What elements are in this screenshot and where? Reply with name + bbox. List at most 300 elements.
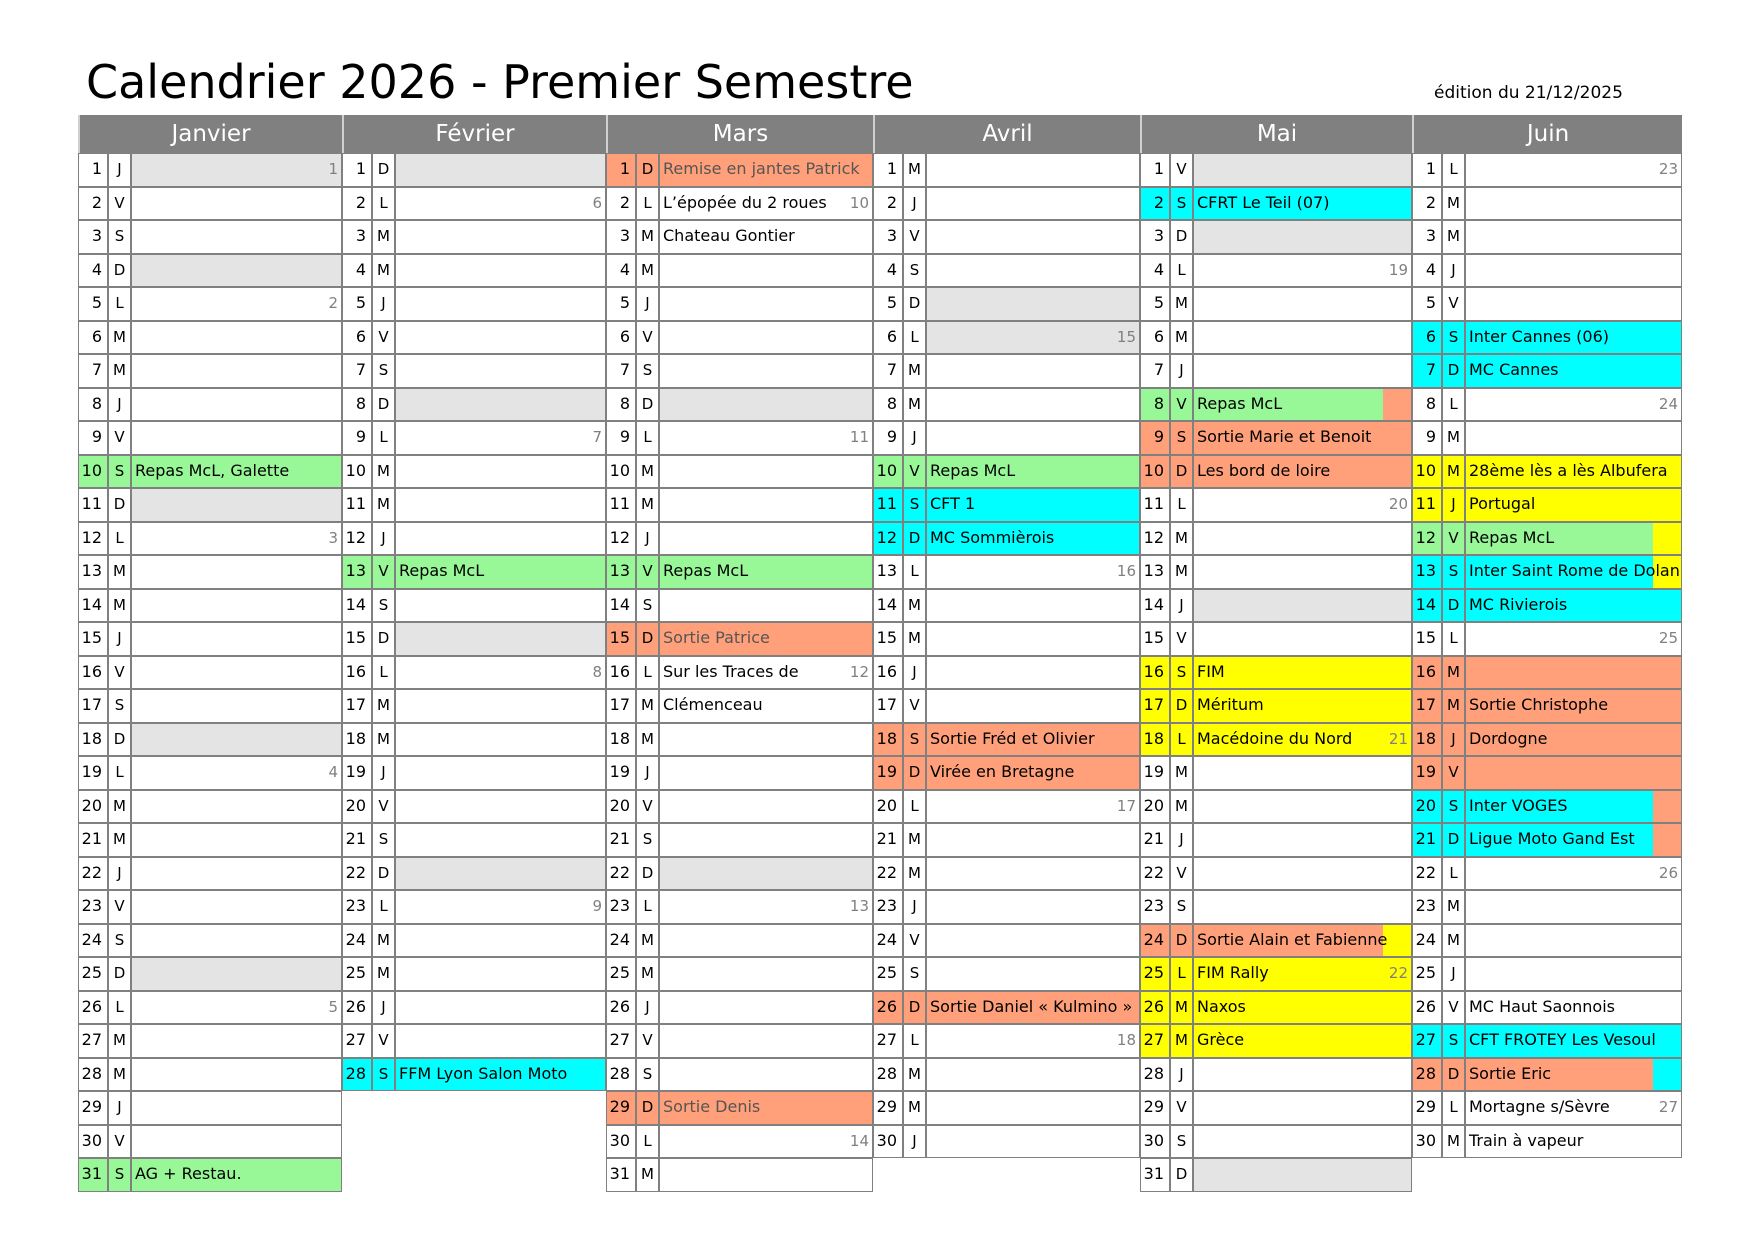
- week-number: 11: [849, 428, 869, 446]
- event-cell: [1465, 187, 1682, 221]
- event-cell: [659, 488, 873, 522]
- weekday-letter: V: [1442, 522, 1465, 556]
- weekday-letter: M: [108, 790, 131, 824]
- weekday-letter: D: [1442, 589, 1465, 623]
- weekday-letter: M: [372, 723, 395, 757]
- event-cell: [659, 555, 873, 589]
- weekday-letter: M: [903, 622, 926, 656]
- event-cell: [131, 421, 342, 455]
- event-cell: [1193, 957, 1412, 991]
- event-cell: [395, 924, 606, 958]
- event-cell: [131, 656, 342, 690]
- day-number: 24: [1412, 924, 1442, 958]
- day-number: 24: [1140, 924, 1170, 958]
- day-number: 28: [873, 1058, 903, 1092]
- weekday-letter: D: [1170, 455, 1193, 489]
- weekday-letter: J: [372, 991, 395, 1025]
- day-number: 28: [342, 1058, 372, 1092]
- event-cell: [1193, 656, 1412, 690]
- event-cell: [1193, 1024, 1412, 1058]
- weekday-letter: J: [372, 756, 395, 790]
- weekday-letter: V: [1170, 1091, 1193, 1125]
- day-number: 11: [1412, 488, 1442, 522]
- event-cell: [395, 555, 606, 589]
- event-text: Sortie Marie et Benoit: [1197, 427, 1372, 446]
- weekday-letter: S: [108, 689, 131, 723]
- weekday-letter: V: [1170, 622, 1193, 656]
- event-cell: [659, 321, 873, 355]
- day-number: 25: [873, 957, 903, 991]
- week-number: 23: [1658, 160, 1678, 178]
- weekday-letter: V: [108, 187, 131, 221]
- weekday-letter: S: [372, 1058, 395, 1092]
- weekday-letter: M: [372, 488, 395, 522]
- weekday-letter: L: [108, 991, 131, 1025]
- weekday-letter: J: [1170, 1058, 1193, 1092]
- day-number: 8: [1412, 388, 1442, 422]
- event-cell: [926, 1058, 1140, 1092]
- day-number: 18: [78, 723, 108, 757]
- event-text: Chateau Gontier: [663, 226, 795, 245]
- event-cell: [131, 823, 342, 857]
- event-cell: [1193, 522, 1412, 556]
- event-text: Sortie Eric: [1469, 1063, 1552, 1083]
- day-number: 5: [78, 287, 108, 321]
- event-text: CFT FROTEY Les Vesoul: [1469, 1030, 1656, 1049]
- calendar-grid: [78, 115, 1682, 1191]
- day-number: 11: [1140, 488, 1170, 522]
- day-number: 18: [342, 723, 372, 757]
- event-text: Sortie Fréd et Olivier: [930, 728, 1095, 748]
- day-number: 26: [1140, 991, 1170, 1025]
- weekday-letter: M: [1442, 1125, 1465, 1159]
- event-cell: [131, 924, 342, 958]
- day-number: 26: [78, 991, 108, 1025]
- day-number: 10: [606, 455, 636, 489]
- weekday-letter: D: [108, 254, 131, 288]
- event-text: Inter VOGES: [1469, 795, 1568, 815]
- event-cell: [131, 991, 342, 1025]
- event-text: Méritum: [1197, 695, 1264, 714]
- week-number: 7: [592, 428, 602, 446]
- day-number: 8: [78, 388, 108, 422]
- day-number: 12: [1140, 522, 1170, 556]
- event-cell: [131, 622, 342, 656]
- weekday-letter: L: [1170, 254, 1193, 288]
- day-number: 27: [342, 1024, 372, 1058]
- event-text: Sortie Alain et Fabienne: [1197, 929, 1388, 949]
- weekday-letter: V: [1170, 857, 1193, 891]
- event-cell: [926, 1125, 1140, 1159]
- day-number: 23: [78, 890, 108, 924]
- day-number: 23: [606, 890, 636, 924]
- day-number: 13: [1140, 555, 1170, 589]
- weekday-letter: L: [636, 656, 659, 690]
- event-text: MC Haut Saonnois: [1469, 996, 1615, 1016]
- event-text: Portugal: [1469, 494, 1536, 513]
- weekday-letter: D: [636, 857, 659, 891]
- week-number: 26: [1658, 863, 1678, 882]
- weekday-letter: L: [108, 287, 131, 321]
- event-cell: [659, 455, 873, 489]
- day-number: 18: [606, 723, 636, 757]
- event-cell: [131, 1058, 342, 1092]
- event-cell: [131, 354, 342, 388]
- event-cell: [1193, 790, 1412, 824]
- event-cell: [1193, 220, 1412, 254]
- weekday-letter: M: [1170, 756, 1193, 790]
- day-number: 4: [1412, 254, 1442, 288]
- event-text: Ligue Moto Gand Est: [1469, 829, 1635, 848]
- day-number: 21: [873, 823, 903, 857]
- day-number: 2: [873, 187, 903, 221]
- day-number: 30: [606, 1125, 636, 1159]
- weekday-letter: M: [1170, 991, 1193, 1025]
- event-cell: [659, 1024, 873, 1058]
- day-number: 1: [1412, 153, 1442, 187]
- event-cell: [1193, 589, 1412, 623]
- weekday-letter: S: [636, 589, 659, 623]
- event-cell: [395, 354, 606, 388]
- event-text: Sortie Daniel « Kulmino »: [930, 996, 1133, 1016]
- event-cell: [1193, 153, 1412, 187]
- day-number: 13: [1412, 555, 1442, 589]
- event-cell: [1465, 388, 1682, 422]
- weekday-letter: M: [903, 388, 926, 422]
- edition-date: édition du 21/12/2025: [1434, 83, 1623, 103]
- event-cell: [395, 220, 606, 254]
- weekday-letter: M: [108, 589, 131, 623]
- weekday-letter: M: [636, 689, 659, 723]
- weekday-letter: L: [372, 656, 395, 690]
- event-cell: [926, 756, 1140, 790]
- day-number: 6: [1140, 321, 1170, 355]
- event-cell: [395, 589, 606, 623]
- weekday-letter: L: [1442, 857, 1465, 891]
- weekday-letter: V: [372, 790, 395, 824]
- weekday-letter: S: [1170, 656, 1193, 690]
- day-number: 21: [606, 823, 636, 857]
- weekday-letter: S: [1442, 321, 1465, 355]
- weekday-letter: S: [1442, 555, 1465, 589]
- weekday-letter: D: [636, 622, 659, 656]
- event-cell: [659, 790, 873, 824]
- day-number: 10: [873, 455, 903, 489]
- event-cell: [1465, 488, 1682, 522]
- event-text: FIM Rally: [1197, 963, 1269, 982]
- weekday-letter: M: [903, 1058, 926, 1092]
- event-cell: [659, 991, 873, 1025]
- weekday-letter: V: [372, 555, 395, 589]
- weekday-letter: D: [108, 488, 131, 522]
- weekday-letter: S: [1170, 421, 1193, 455]
- week-number: 5: [328, 997, 338, 1016]
- event-cell: [1465, 924, 1682, 958]
- day-number: 17: [78, 689, 108, 723]
- event-cell: [1193, 756, 1412, 790]
- day-number: 23: [873, 890, 903, 924]
- day-number: 2: [1140, 187, 1170, 221]
- weekday-letter: S: [1170, 890, 1193, 924]
- weekday-letter: D: [636, 1091, 659, 1125]
- month-header-2: Mars: [606, 115, 873, 153]
- day-number: 20: [606, 790, 636, 824]
- page-title: Calendrier 2026 - Premier Semestre: [86, 55, 914, 109]
- event-cell: [926, 1024, 1140, 1058]
- event-cell: [926, 723, 1140, 757]
- day-number: 28: [78, 1058, 108, 1092]
- event-cell: [659, 220, 873, 254]
- day-number: 10: [78, 455, 108, 489]
- weekday-letter: M: [108, 354, 131, 388]
- day-number: 13: [606, 555, 636, 589]
- day-number: 15: [873, 622, 903, 656]
- day-number: 24: [873, 924, 903, 958]
- day-number: 8: [606, 388, 636, 422]
- day-number: 14: [1140, 589, 1170, 623]
- weekday-letter: M: [636, 957, 659, 991]
- event-cell: [1193, 1125, 1412, 1159]
- day-number: 19: [1140, 756, 1170, 790]
- week-number: 20: [1388, 495, 1408, 513]
- event-cell: [659, 421, 873, 455]
- event-cell: [1465, 1091, 1682, 1125]
- day-number: 21: [342, 823, 372, 857]
- event-cell: [395, 1024, 606, 1058]
- event-cell: [1193, 1058, 1412, 1092]
- event-cell: [1465, 1125, 1682, 1159]
- weekday-letter: S: [108, 924, 131, 958]
- week-number: 4: [328, 763, 338, 781]
- week-number: 14: [849, 1131, 869, 1150]
- event-cell: [659, 689, 873, 723]
- event-cell: [1465, 991, 1682, 1025]
- day-number: 14: [1412, 589, 1442, 623]
- event-cell: [1465, 689, 1682, 723]
- weekday-letter: V: [372, 321, 395, 355]
- weekday-letter: M: [108, 555, 131, 589]
- week-number: 18: [1116, 1031, 1136, 1049]
- weekday-letter: J: [1170, 354, 1193, 388]
- weekday-letter: M: [372, 220, 395, 254]
- event-cell: [395, 321, 606, 355]
- day-number: 22: [342, 857, 372, 891]
- event-cell: [131, 254, 342, 288]
- event-cell: [926, 924, 1140, 958]
- day-number: 13: [342, 555, 372, 589]
- weekday-letter: J: [1170, 823, 1193, 857]
- day-number: 6: [873, 321, 903, 355]
- event-text: Les bord de loire: [1197, 460, 1331, 480]
- day-number: 19: [78, 756, 108, 790]
- weekday-letter: L: [1442, 1091, 1465, 1125]
- weekday-letter: M: [903, 354, 926, 388]
- weekday-letter: M: [372, 455, 395, 489]
- day-number: 18: [1140, 723, 1170, 757]
- day-number: 4: [606, 254, 636, 288]
- event-cell: [395, 890, 606, 924]
- weekday-letter: V: [903, 924, 926, 958]
- weekday-letter: D: [1170, 1158, 1193, 1192]
- day-number: 19: [1412, 756, 1442, 790]
- day-number: 6: [342, 321, 372, 355]
- weekday-letter: L: [372, 421, 395, 455]
- weekday-letter: M: [636, 1158, 659, 1192]
- event-text: Repas McL: [399, 561, 485, 580]
- event-cell: [1465, 421, 1682, 455]
- weekday-letter: D: [108, 723, 131, 757]
- day-number: 19: [606, 756, 636, 790]
- weekday-letter: S: [636, 823, 659, 857]
- event-cell: [1193, 421, 1412, 455]
- event-text: Inter Cannes (06): [1469, 326, 1610, 346]
- event-cell: [659, 254, 873, 288]
- day-number: 14: [78, 589, 108, 623]
- event-text: Repas McL, Galette: [135, 460, 290, 480]
- day-number: 25: [342, 957, 372, 991]
- week-number: 22: [1388, 964, 1408, 982]
- event-cell: [926, 220, 1140, 254]
- event-cell: [659, 589, 873, 623]
- weekday-letter: S: [1170, 187, 1193, 221]
- day-number: 7: [873, 354, 903, 388]
- day-number: 20: [1412, 790, 1442, 824]
- event-cell: [1465, 957, 1682, 991]
- day-number: 29: [873, 1091, 903, 1125]
- day-number: 12: [78, 522, 108, 556]
- day-number: 1: [78, 153, 108, 187]
- weekday-letter: D: [903, 522, 926, 556]
- weekday-letter: V: [636, 790, 659, 824]
- day-number: 29: [1140, 1091, 1170, 1125]
- weekday-letter: V: [1442, 287, 1465, 321]
- event-cell: [131, 1158, 342, 1192]
- event-cell: [131, 957, 342, 991]
- weekday-letter: M: [372, 924, 395, 958]
- weekday-letter: D: [903, 991, 926, 1025]
- day-number: 12: [873, 522, 903, 556]
- event-cell: [131, 488, 342, 522]
- day-number: 23: [1412, 890, 1442, 924]
- event-cell: [1465, 890, 1682, 924]
- event-cell: [131, 522, 342, 556]
- weekday-letter: J: [1442, 723, 1465, 757]
- day-number: 9: [78, 421, 108, 455]
- weekday-letter: M: [636, 488, 659, 522]
- event-cell: [659, 823, 873, 857]
- weekday-letter: J: [108, 1091, 131, 1125]
- event-cell: [131, 857, 342, 891]
- weekday-letter: V: [108, 656, 131, 690]
- event-cell: [1193, 455, 1412, 489]
- day-number: 16: [78, 656, 108, 690]
- day-number: 5: [1412, 287, 1442, 321]
- weekday-letter: M: [636, 220, 659, 254]
- weekday-letter: S: [108, 220, 131, 254]
- weekday-letter: M: [903, 857, 926, 891]
- event-cell: [659, 924, 873, 958]
- weekday-letter: J: [636, 287, 659, 321]
- weekday-letter: L: [636, 421, 659, 455]
- weekday-letter: J: [108, 388, 131, 422]
- event-cell: [395, 522, 606, 556]
- event-cell: [1465, 1024, 1682, 1058]
- event-cell: [395, 857, 606, 891]
- weekday-letter: D: [1170, 689, 1193, 723]
- day-number: 31: [606, 1158, 636, 1192]
- day-number: 5: [1140, 287, 1170, 321]
- day-number: 29: [606, 1091, 636, 1125]
- week-number: 13: [849, 897, 869, 915]
- day-number: 25: [78, 957, 108, 991]
- event-cell: [926, 153, 1140, 187]
- event-cell: [1193, 388, 1412, 422]
- event-cell: [395, 455, 606, 489]
- day-number: 27: [873, 1024, 903, 1058]
- day-number: 19: [342, 756, 372, 790]
- weekday-letter: S: [108, 1158, 131, 1192]
- day-number: 30: [78, 1125, 108, 1159]
- event-cell: [926, 823, 1140, 857]
- event-cell: [926, 589, 1140, 623]
- day-number: 18: [1412, 723, 1442, 757]
- month-header-0: Janvier: [78, 115, 342, 153]
- event-cell: [131, 555, 342, 589]
- day-number: 8: [1140, 388, 1170, 422]
- event-text: FFM Lyon Salon Moto: [399, 1063, 568, 1083]
- event-cell: [395, 622, 606, 656]
- event-cell: [131, 723, 342, 757]
- weekday-letter: M: [1442, 421, 1465, 455]
- month-header-1: Février: [342, 115, 606, 153]
- week-number: 6: [592, 193, 602, 212]
- weekday-letter: D: [372, 153, 395, 187]
- event-cell: [659, 522, 873, 556]
- day-number: 7: [606, 354, 636, 388]
- weekday-letter: S: [1442, 790, 1465, 824]
- event-cell: [1193, 689, 1412, 723]
- event-cell: [131, 689, 342, 723]
- weekday-letter: S: [372, 589, 395, 623]
- day-number: 20: [873, 790, 903, 824]
- day-number: 3: [873, 220, 903, 254]
- event-cell: [131, 756, 342, 790]
- weekday-letter: M: [1170, 555, 1193, 589]
- weekday-letter: V: [372, 1024, 395, 1058]
- event-cell: [395, 421, 606, 455]
- day-number: 19: [873, 756, 903, 790]
- event-cell: [395, 488, 606, 522]
- weekday-letter: J: [903, 187, 926, 221]
- weekday-letter: L: [903, 555, 926, 589]
- day-number: 2: [1412, 187, 1442, 221]
- event-cell: [926, 689, 1140, 723]
- event-cell: [926, 890, 1140, 924]
- weekday-letter: S: [903, 488, 926, 522]
- day-number: 1: [873, 153, 903, 187]
- weekday-letter: M: [108, 1024, 131, 1058]
- event-cell: [1193, 991, 1412, 1025]
- day-number: 15: [606, 622, 636, 656]
- event-text: 28ème lès a lès Albufera: [1469, 460, 1668, 480]
- day-number: 2: [342, 187, 372, 221]
- event-cell: [1465, 790, 1682, 824]
- day-number: 17: [873, 689, 903, 723]
- weekday-letter: J: [372, 522, 395, 556]
- event-cell: [1193, 254, 1412, 288]
- event-cell: [1193, 1091, 1412, 1125]
- day-number: 11: [606, 488, 636, 522]
